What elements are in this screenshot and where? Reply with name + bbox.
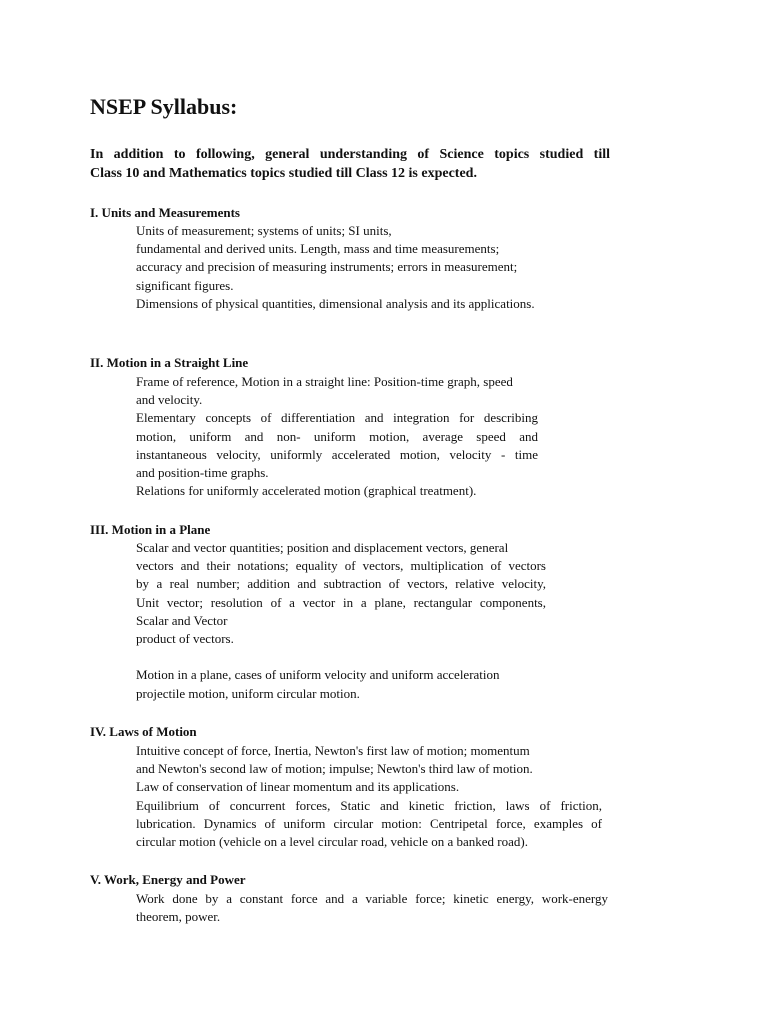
syllabus-line: motion, uniform and non- uniform motion, average speed and bbox=[136, 428, 538, 444]
page-title: NSEP Syllabus: bbox=[90, 94, 238, 119]
syllabus-line: Law of conservation of linear momentum and its applications. bbox=[136, 779, 460, 795]
syllabus-line: Dimensions of physical quantities, dimensional analysis and its applications. bbox=[136, 295, 535, 311]
intro-line: In addition to following, general understanding of Science topics studied till bbox=[90, 147, 610, 162]
syllabus-line: Scalar and vector quantities; position and displacement vectors, general bbox=[136, 540, 509, 555]
syllabus-line: by a real number; addition and subtraction of vectors, relative velocity, bbox=[136, 576, 546, 592]
syllabus-line: Scalar and Vector bbox=[136, 612, 228, 628]
syllabus-line: Units of measurement; systems of units; SI units, bbox=[136, 223, 392, 238]
syllabus-line bbox=[136, 648, 546, 666]
syllabus-line: and velocity. bbox=[136, 392, 203, 408]
syllabus-line: Motion in a plane, cases of uniform velocity and uniform acceleration bbox=[136, 667, 500, 683]
syllabus-line: Relations for uniformly accelerated motion (graphical treatment). bbox=[136, 483, 477, 499]
intro-paragraph bbox=[90, 145, 610, 183]
section-heading-straight-line: II. Motion in a Straight Line bbox=[90, 355, 249, 370]
syllabus-line: and Newton's second law of motion; impulse; Newton's third law of motion. bbox=[136, 761, 533, 777]
syllabus-line: Work done by a constant force and a variable force; kinetic energy, work-energy bbox=[136, 891, 608, 906]
section-heading-laws: IV. Laws of Motion bbox=[90, 724, 197, 739]
syllabus-line: vectors and their notations; equality of vectors, multiplication of vectors bbox=[136, 558, 546, 574]
syllabus-line: instantaneous velocity, uniformly accelerated motion, velocity - time bbox=[136, 446, 538, 462]
section-body-units bbox=[136, 222, 556, 313]
section-body-plane bbox=[136, 539, 546, 703]
section-heading-plane: III. Motion in a Plane bbox=[90, 522, 211, 537]
syllabus-line: theorem, power. bbox=[136, 909, 221, 925]
syllabus-line: product of vectors. bbox=[136, 631, 234, 647]
section-body-laws bbox=[136, 742, 602, 851]
syllabus-line: and position-time graphs. bbox=[136, 465, 269, 481]
syllabus-line: Equilibrium of concurrent forces, Static and kinetic friction, laws of friction, bbox=[136, 797, 602, 813]
syllabus-line: fundamental and derived units. Length, mass and time measurements; bbox=[136, 241, 500, 257]
section-body-work bbox=[136, 890, 608, 926]
syllabus-line: circular motion (vehicle on a level circular road, vehicle on a banked road). bbox=[136, 834, 528, 850]
syllabus-line: significant figures. bbox=[136, 277, 234, 293]
syllabus-line: accuracy and precision of measuring instruments; errors in measurement; bbox=[136, 259, 518, 275]
section-body-straight-line bbox=[136, 373, 538, 500]
section-heading-units: I. Units and Measurements bbox=[90, 205, 240, 220]
intro-line: Class 10 and Mathematics topics studied till Class 12 is expected. bbox=[90, 166, 477, 181]
syllabus-line: lubrication. Dynamics of uniform circular motion: Centripetal force, examples of bbox=[136, 815, 602, 831]
syllabus-line: Elementary concepts of differentiation and integration for describing bbox=[136, 410, 538, 426]
syllabus-line: Frame of reference, Motion in a straight line: Position-time graph, speed bbox=[136, 374, 513, 389]
syllabus-line: Intuitive concept of force, Inertia, Newton's first law of motion; momentum bbox=[136, 743, 530, 758]
section-heading-work: V. Work, Energy and Power bbox=[90, 872, 246, 887]
syllabus-line: Unit vector; resolution of a vector in a plane, rectangular components, bbox=[136, 594, 546, 610]
syllabus-line: projectile motion, uniform circular motion. bbox=[136, 685, 360, 701]
